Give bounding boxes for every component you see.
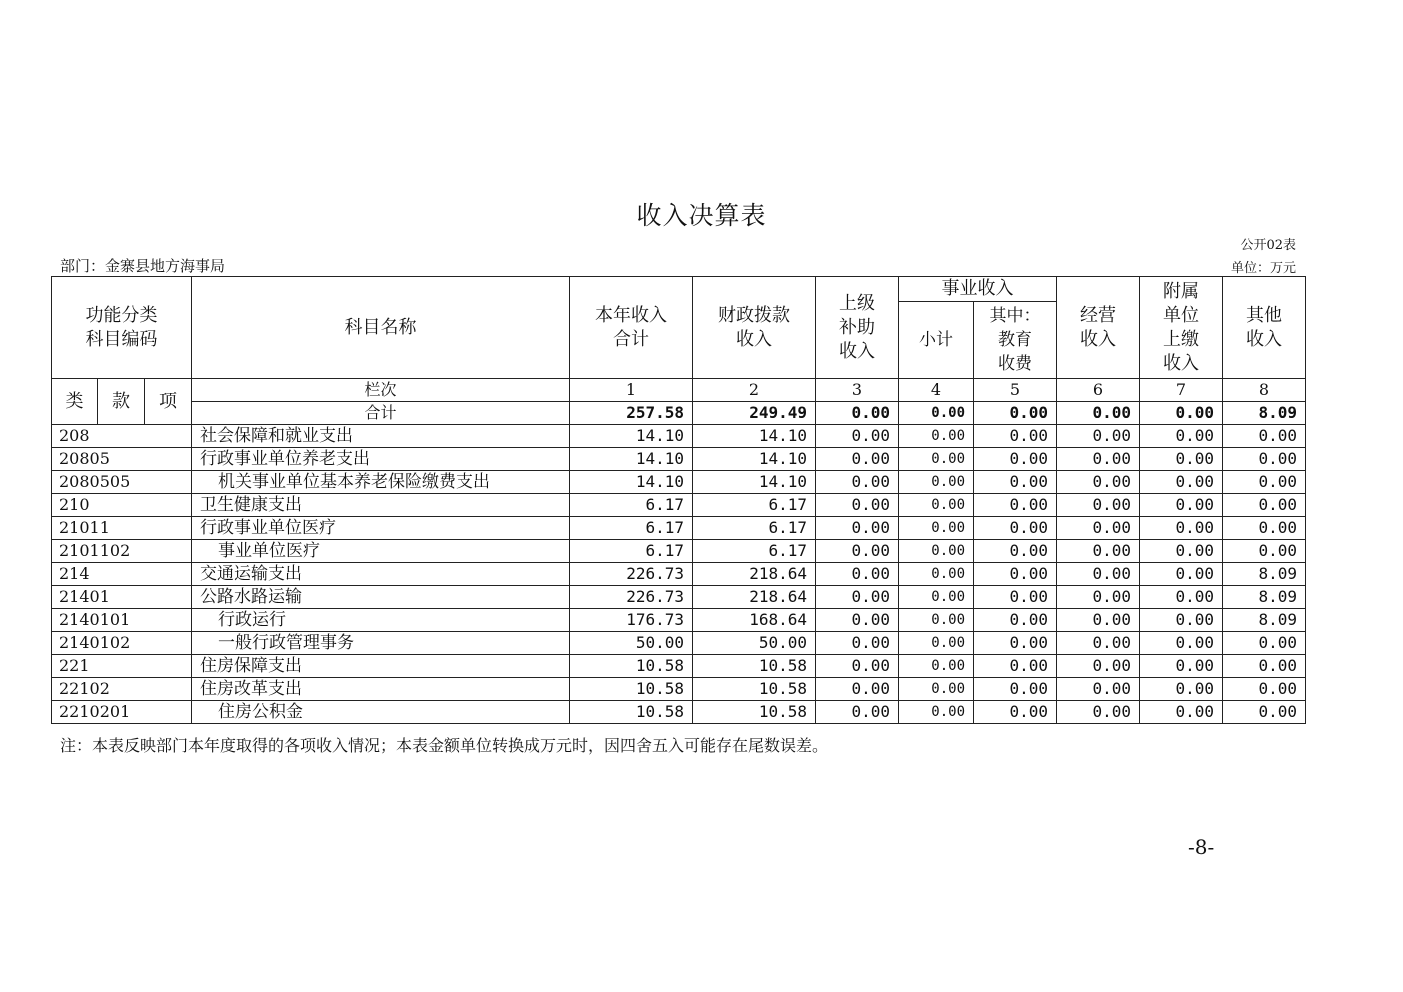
row-value: 0.00 <box>974 540 1057 563</box>
row-value: 0.00 <box>1223 517 1306 540</box>
row-value: 14.10 <box>693 471 816 494</box>
col-num: 1 <box>570 379 693 402</box>
row-code: 20805 <box>52 448 192 471</box>
lanci-label: 栏次 <box>192 379 570 402</box>
department-label: 部门：金寨县地方海事局 <box>60 257 226 275</box>
table-row <box>52 609 1306 632</box>
row-value: 0.00 <box>974 494 1057 517</box>
row-name: 公路水路运输 <box>192 586 570 609</box>
row-value: 0.00 <box>1223 494 1306 517</box>
row-value: 0.00 <box>974 655 1057 678</box>
row-value: 176.73 <box>570 609 693 632</box>
row-value: 0.00 <box>1140 632 1223 655</box>
col-num: 2 <box>693 379 816 402</box>
row-name: 机关事业单位基本养老保险缴费支出 <box>192 471 570 494</box>
row-value: 218.64 <box>693 586 816 609</box>
row-value: 0.00 <box>1223 655 1306 678</box>
row-name: 社会保障和就业支出 <box>192 425 570 448</box>
row-value: 10.58 <box>693 701 816 724</box>
table-row <box>52 563 1306 586</box>
row-value: 0.00 <box>1140 471 1223 494</box>
row-value: 0.00 <box>1140 701 1223 724</box>
row-value: 0.00 <box>1223 632 1306 655</box>
row-code: 221 <box>52 655 192 678</box>
table-row <box>52 632 1306 655</box>
row-value: 0.00 <box>1057 701 1140 724</box>
row-code: 22102 <box>52 678 192 701</box>
total-cell: 0.00 <box>899 402 974 425</box>
row-value: 50.00 <box>693 632 816 655</box>
row-value: 14.10 <box>693 425 816 448</box>
row-name: 住房保障支出 <box>192 655 570 678</box>
row-value: 0.00 <box>1140 540 1223 563</box>
col-num: 8 <box>1223 379 1306 402</box>
header-total-income: 本年收入 合计 <box>570 277 693 379</box>
table-row <box>52 540 1306 563</box>
row-value: 0.00 <box>899 609 974 632</box>
page-number: -8- <box>1188 835 1215 859</box>
row-name: 事业单位医疗 <box>192 540 570 563</box>
row-value: 0.00 <box>899 701 974 724</box>
total-label: 合计 <box>192 402 570 425</box>
row-value: 6.17 <box>570 540 693 563</box>
row-value: 0.00 <box>899 494 974 517</box>
row-value: 0.00 <box>899 540 974 563</box>
row-value: 0.00 <box>1057 494 1140 517</box>
col-num: 4 <box>899 379 974 402</box>
table-row <box>52 471 1306 494</box>
row-value: 6.17 <box>570 517 693 540</box>
header-operating: 经营 收入 <box>1057 277 1140 379</box>
row-value: 0.00 <box>1140 425 1223 448</box>
header-edu-fee: 其中： 教育 收费 <box>974 302 1057 379</box>
row-name: 住房改革支出 <box>192 678 570 701</box>
row-value: 0.00 <box>1140 563 1223 586</box>
row-value: 0.00 <box>899 632 974 655</box>
footnote: 注：本表反映部门本年度取得的各项收入情况；本表金额单位转换成万元时，因四舍五入可能存在尾数误差。 <box>60 736 829 755</box>
row-value: 14.10 <box>570 425 693 448</box>
header-business-income: 事业收入 <box>899 277 1057 302</box>
row-value: 0.00 <box>1057 540 1140 563</box>
row-value: 0.00 <box>1140 586 1223 609</box>
row-value: 0.00 <box>816 471 899 494</box>
row-value: 0.00 <box>1057 517 1140 540</box>
row-value: 0.00 <box>974 517 1057 540</box>
row-code: 2140102 <box>52 632 192 655</box>
row-code: 21011 <box>52 517 192 540</box>
total-cell: 249.49 <box>693 402 816 425</box>
row-value: 0.00 <box>974 448 1057 471</box>
row-name: 行政事业单位医疗 <box>192 517 570 540</box>
table-row <box>52 425 1306 448</box>
table-row <box>52 494 1306 517</box>
row-value: 6.17 <box>693 494 816 517</box>
row-code: 210 <box>52 494 192 517</box>
row-value: 0.00 <box>1057 678 1140 701</box>
table-row <box>52 448 1306 471</box>
row-value: 6.17 <box>570 494 693 517</box>
row-value: 0.00 <box>1140 678 1223 701</box>
total-cell: 0.00 <box>974 402 1057 425</box>
row-value: 0.00 <box>974 471 1057 494</box>
row-value: 0.00 <box>1223 540 1306 563</box>
row-value: 0.00 <box>816 517 899 540</box>
col-num: 6 <box>1057 379 1140 402</box>
row-value: 0.00 <box>974 609 1057 632</box>
row-code: 2101102 <box>52 540 192 563</box>
row-value: 0.00 <box>1223 678 1306 701</box>
header-lei: 类 <box>52 379 98 425</box>
row-code: 208 <box>52 425 192 448</box>
row-value: 10.58 <box>570 678 693 701</box>
table-row <box>52 517 1306 540</box>
row-value: 0.00 <box>816 609 899 632</box>
header-func-code: 功能分类 科目编码 <box>52 277 192 379</box>
row-value: 0.00 <box>899 448 974 471</box>
row-value: 0.00 <box>1057 448 1140 471</box>
row-value: 0.00 <box>1223 701 1306 724</box>
row-value: 0.00 <box>816 655 899 678</box>
row-code: 2140101 <box>52 609 192 632</box>
row-value: 0.00 <box>1057 586 1140 609</box>
row-value: 0.00 <box>1057 655 1140 678</box>
row-value: 0.00 <box>1057 563 1140 586</box>
row-value: 0.00 <box>899 655 974 678</box>
col-num: 3 <box>816 379 899 402</box>
row-value: 8.09 <box>1223 563 1306 586</box>
row-name: 行政事业单位养老支出 <box>192 448 570 471</box>
row-value: 10.58 <box>693 655 816 678</box>
row-name: 交通运输支出 <box>192 563 570 586</box>
row-value: 0.00 <box>816 494 899 517</box>
row-value: 226.73 <box>570 563 693 586</box>
row-value: 0.00 <box>816 678 899 701</box>
row-value: 6.17 <box>693 517 816 540</box>
row-name: 行政运行 <box>192 609 570 632</box>
row-value: 0.00 <box>1140 655 1223 678</box>
row-code: 2080505 <box>52 471 192 494</box>
row-value: 0.00 <box>899 517 974 540</box>
total-cell: 257.58 <box>570 402 693 425</box>
table-row <box>52 586 1306 609</box>
total-cell: 0.00 <box>816 402 899 425</box>
row-code: 21401 <box>52 586 192 609</box>
row-value: 14.10 <box>570 448 693 471</box>
header-affiliated: 附属 单位 上缴 收入 <box>1140 277 1223 379</box>
header-xiang: 项 <box>145 379 192 425</box>
row-name: 卫生健康支出 <box>192 494 570 517</box>
row-value: 0.00 <box>1057 609 1140 632</box>
row-value: 0.00 <box>1057 632 1140 655</box>
row-value: 8.09 <box>1223 586 1306 609</box>
row-value: 0.00 <box>816 425 899 448</box>
header-subject-name: 科目名称 <box>192 277 570 379</box>
row-value: 0.00 <box>899 425 974 448</box>
row-value: 0.00 <box>899 563 974 586</box>
table-row <box>52 701 1306 724</box>
row-value: 0.00 <box>1140 448 1223 471</box>
row-value: 0.00 <box>974 425 1057 448</box>
row-value: 0.00 <box>1140 494 1223 517</box>
page-title: 收入决算表 <box>636 201 767 230</box>
row-value: 0.00 <box>899 471 974 494</box>
table-row <box>52 655 1306 678</box>
header-superior: 上级 补助 收入 <box>816 277 899 379</box>
row-value: 0.00 <box>1223 448 1306 471</box>
row-value: 8.09 <box>1223 609 1306 632</box>
row-value: 226.73 <box>570 586 693 609</box>
row-value: 218.64 <box>693 563 816 586</box>
row-value: 0.00 <box>816 448 899 471</box>
row-value: 50.00 <box>570 632 693 655</box>
data-rows <box>52 425 1306 724</box>
row-value: 0.00 <box>816 540 899 563</box>
header-fiscal: 财政拨款 收入 <box>693 277 816 379</box>
row-value: 0.00 <box>899 586 974 609</box>
total-row <box>52 402 1306 425</box>
row-value: 0.00 <box>899 678 974 701</box>
header-other: 其他 收入 <box>1223 277 1306 379</box>
row-value: 0.00 <box>1057 425 1140 448</box>
row-value: 168.64 <box>693 609 816 632</box>
total-cell: 0.00 <box>1057 402 1140 425</box>
row-value: 0.00 <box>816 632 899 655</box>
row-code: 2210201 <box>52 701 192 724</box>
form-code: 公开02表 <box>1240 238 1296 253</box>
header-subtotal: 小计 <box>899 302 974 379</box>
row-code: 214 <box>52 563 192 586</box>
col-num: 7 <box>1140 379 1223 402</box>
total-cell: 0.00 <box>1140 402 1223 425</box>
row-value: 0.00 <box>816 586 899 609</box>
row-value: 0.00 <box>974 701 1057 724</box>
unit-label: 单位：万元 <box>1230 261 1296 276</box>
col-num: 5 <box>974 379 1057 402</box>
row-value: 0.00 <box>1057 471 1140 494</box>
row-value: 14.10 <box>570 471 693 494</box>
income-table <box>51 276 1306 724</box>
row-value: 0.00 <box>974 632 1057 655</box>
row-value: 0.00 <box>816 701 899 724</box>
total-cell: 8.09 <box>1223 402 1306 425</box>
row-value: 0.00 <box>1140 517 1223 540</box>
row-name: 一般行政管理事务 <box>192 632 570 655</box>
row-value: 0.00 <box>974 563 1057 586</box>
row-value: 14.10 <box>693 448 816 471</box>
row-value: 0.00 <box>974 678 1057 701</box>
row-name: 住房公积金 <box>192 701 570 724</box>
row-value: 10.58 <box>570 701 693 724</box>
table-row <box>52 678 1306 701</box>
row-value: 0.00 <box>974 586 1057 609</box>
row-value: 0.00 <box>816 563 899 586</box>
row-value: 10.58 <box>570 655 693 678</box>
row-value: 0.00 <box>1140 609 1223 632</box>
row-value: 0.00 <box>1223 425 1306 448</box>
header-kuan: 款 <box>98 379 145 425</box>
row-value: 10.58 <box>693 678 816 701</box>
row-value: 6.17 <box>693 540 816 563</box>
row-value: 0.00 <box>1223 471 1306 494</box>
